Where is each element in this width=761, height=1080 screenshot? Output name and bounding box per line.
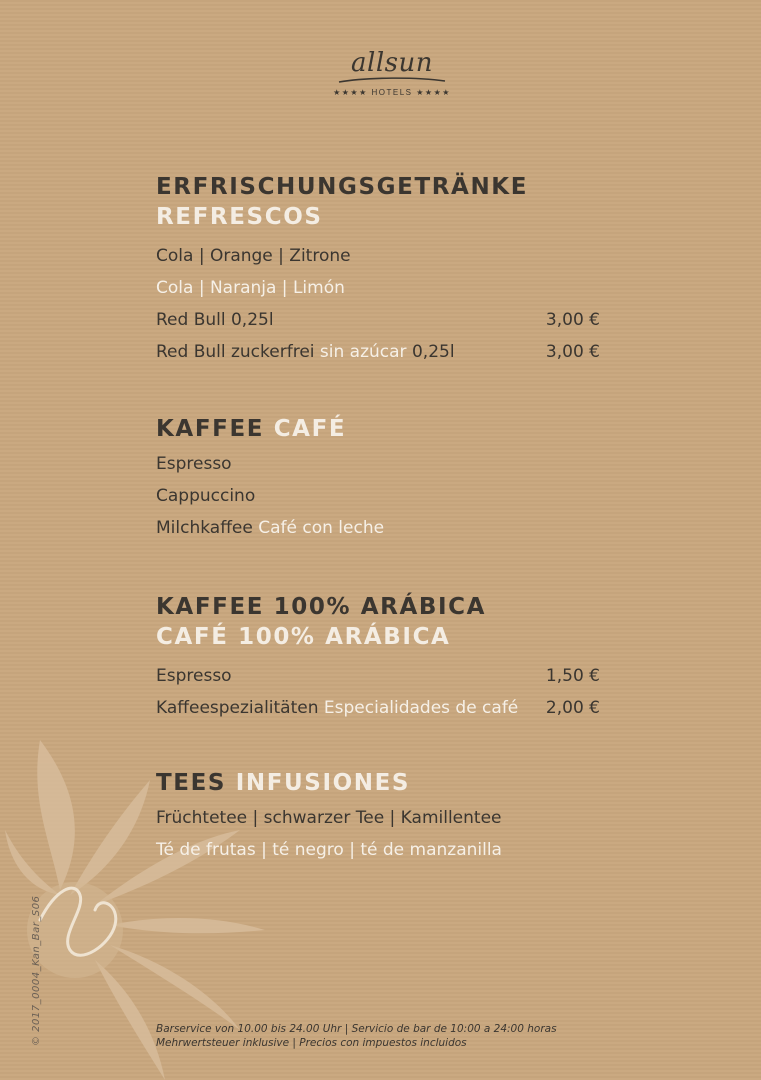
section-title-de: KAFFEE: [156, 416, 265, 442]
item-name-de: Kaffeespezialitäten: [156, 698, 319, 718]
section-title: [156, 768, 606, 798]
menu-item: [156, 692, 606, 724]
section-tees: [156, 768, 606, 866]
hotel-logo: [322, 48, 462, 97]
item-price: 2,00 €: [545, 698, 600, 718]
item-price: 3,00 €: [545, 310, 600, 330]
section-title-es: REFRESCOS: [156, 204, 323, 230]
item-size: 0,25l: [411, 342, 455, 362]
item-name-de: Cappuccino: [156, 486, 256, 506]
footer-line-hours: Barservice von 10.00 bis 24.00 Uhr | Servicio de bar de 10:00 a 24:00 horas: [156, 1023, 557, 1035]
section-title-es: INFUSIONES: [235, 770, 411, 796]
item-price: 3,00 €: [545, 342, 600, 362]
item-name-de: Red Bull 0,25l: [156, 310, 274, 330]
menu-item: [156, 448, 606, 480]
section-title-de: ERFRISCHUNGSGETRÄNKE: [156, 174, 529, 200]
item-name-es: Café con leche: [258, 518, 385, 538]
logo-subtitle: ★★★★ HOTELS ★★★★: [333, 88, 451, 97]
menu-item: [156, 336, 606, 368]
item-name-es: Especialidades de café: [323, 698, 519, 718]
item-name-es: sin azúcar: [319, 342, 407, 362]
section-refrescos: [156, 172, 606, 368]
section-title-de: TEES: [156, 770, 227, 796]
footer-line-tax: Mehrwertsteuer inklusive | Precios con impuestos incluidos: [156, 1037, 467, 1049]
section-title-es: CAFÉ: [273, 416, 347, 442]
section-kaffee: [156, 414, 606, 544]
menu-item: [156, 240, 606, 272]
section-title-es: CAFÉ 100% ARÁBICA: [156, 624, 451, 650]
menu-item: [156, 834, 606, 866]
menu-item: [156, 802, 606, 834]
menu-item: [156, 512, 606, 544]
item-price: 1,50 €: [545, 666, 600, 686]
menu-item: [156, 272, 606, 304]
logo-name: allsun: [351, 48, 433, 78]
item-name-de: Red Bull zuckerfrei: [156, 342, 315, 362]
section-title: [156, 414, 606, 444]
item-name-de: Milchkaffee: [156, 518, 253, 538]
menu-item: [156, 660, 606, 692]
menu-item: [156, 480, 606, 512]
item-name-de: Espresso: [156, 666, 232, 686]
item-name-de: Früchtetee | schwarzer Tee | Kamillentee: [156, 808, 502, 828]
item-name-de: Espresso: [156, 454, 232, 474]
document-code: © 2017_0004_Kan_Bar_S06: [31, 895, 42, 1046]
section-title-de: KAFFEE 100% ARÁBICA: [156, 594, 487, 620]
menu-item: [156, 304, 606, 336]
item-name-de: Cola | Orange | Zitrone: [156, 246, 351, 266]
section-arabica: [156, 592, 606, 724]
footer-note: [156, 1022, 557, 1050]
item-name-es: Cola | Naranja | Limón: [156, 278, 345, 298]
item-name-es: Té de frutas | té negro | té de manzanilla: [156, 840, 502, 860]
